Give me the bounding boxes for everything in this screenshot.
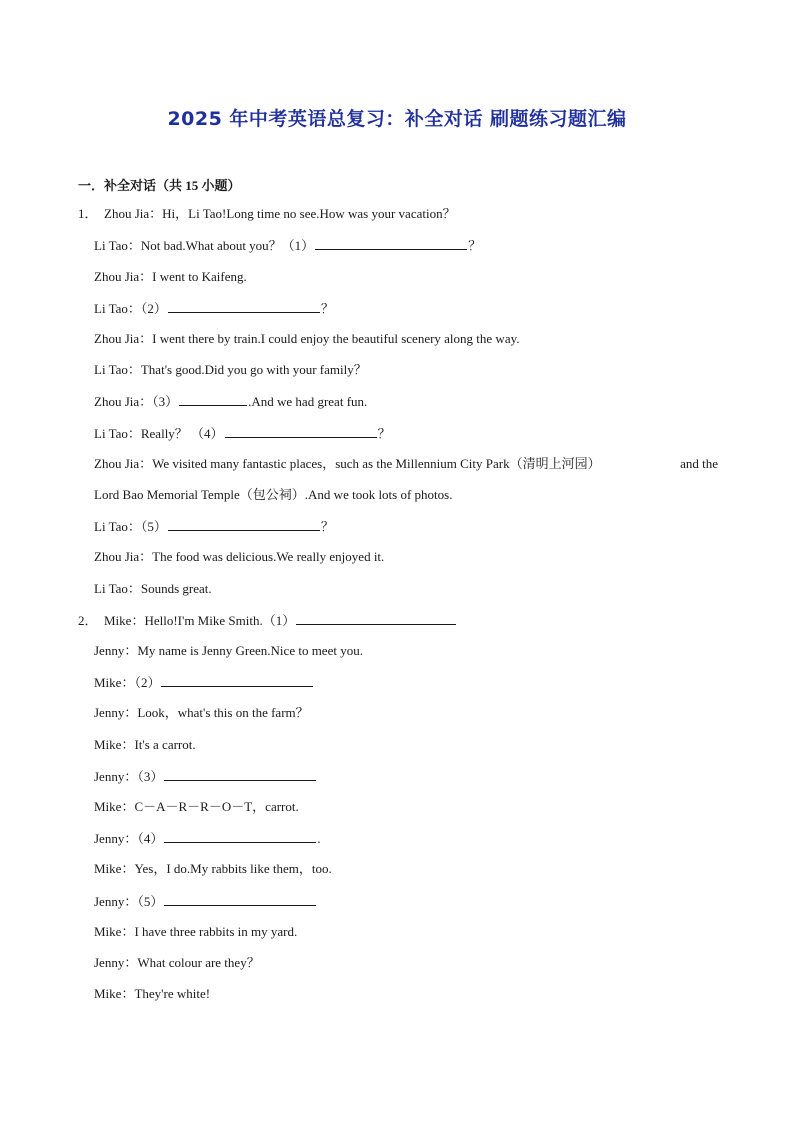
dialogue-line: Lord Bao Memorial Temple（包公祠）.And we took lots of photos. — [94, 487, 453, 502]
dialogue-line — [94, 299, 334, 318]
dialogue-line: Li Tao：Sounds great. — [94, 581, 212, 596]
dialogue-text: Zhou Jia：Hi，Li Tao!Long time no see.How was your vacation？ — [104, 206, 456, 221]
answer-blank[interactable] — [315, 236, 467, 250]
question-number: 1． — [78, 206, 98, 221]
dialogue-text: ？ — [320, 519, 334, 534]
page-title: 2025 年中考英语总复习：补全对话 刷题练习题汇编 — [167, 108, 627, 130]
dialogue-line: Li Tao：That's good.Did you go with your family？ — [94, 362, 367, 377]
dialogue-line: Jenny：Look，what's this on the farm？ — [94, 705, 309, 720]
dialogue-line — [94, 892, 317, 911]
dialogue-text: Jenny：（4） — [94, 831, 164, 846]
question-2-line — [78, 611, 457, 630]
dialogue-line: Mike：C－A－R－R－O－T，carrot. — [94, 799, 299, 814]
answer-blank[interactable] — [225, 424, 377, 438]
dialogue-text: and the — [680, 456, 718, 471]
dialogue-text: . — [317, 831, 321, 846]
answer-blank[interactable] — [164, 767, 316, 781]
answer-blank[interactable] — [161, 673, 313, 687]
dialogue-text: Zhou Jia：（3） — [94, 394, 179, 409]
dialogue-text: Li Tao：（5） — [94, 519, 167, 534]
dialogue-text: Li Tao：（2） — [94, 301, 167, 316]
dialogue-text: Mike：（2） — [94, 675, 161, 690]
answer-blank[interactable] — [296, 611, 456, 625]
dialogue-line: Zhou Jia：The food was delicious.We really enjoyed it. — [94, 549, 385, 564]
dialogue-line: Mike：I have three rabbits in my yard. — [94, 924, 298, 939]
dialogue-line: Mike：Yes，I do.My rabbits like them，too. — [94, 861, 332, 876]
dialogue-text: Li Tao：Not bad.What about you？（1） — [94, 238, 315, 253]
dialogue-text: Zhou Jia：We visited many fantastic places，such as the Millennium City Park（清明上河园） — [94, 456, 601, 471]
dialogue-line — [94, 424, 391, 443]
question-1-line — [78, 205, 456, 223]
answer-blank[interactable] — [164, 892, 316, 906]
dialogue-text: .And we had great fun. — [248, 394, 368, 409]
dialogue-line: Zhou Jia：I went there by train.I could enjoy the beautiful scenery along the way. — [94, 331, 520, 346]
dialogue-line — [94, 829, 321, 848]
dialogue-line: Mike：It's a carrot. — [94, 737, 196, 752]
dialogue-text: Mike：Hello!I'm Mike Smith.（1） — [104, 613, 296, 628]
dialogue-text: ？ — [468, 238, 482, 253]
answer-blank[interactable] — [179, 392, 247, 406]
dialogue-line: Jenny：What colour are they？ — [94, 955, 260, 970]
dialogue-line: Zhou Jia：I went to Kaifeng. — [94, 269, 247, 284]
dialogue-line — [94, 517, 334, 536]
dialogue-line — [94, 673, 314, 692]
dialogue-text: Li Tao：Really？ （4） — [94, 426, 224, 441]
dialogue-line: Jenny：My name is Jenny Green.Nice to meet you. — [94, 643, 363, 658]
dialogue-line — [94, 392, 367, 411]
dialogue-line — [94, 236, 481, 255]
answer-blank[interactable] — [168, 299, 320, 313]
dialogue-text: Jenny：（3） — [94, 769, 164, 784]
dialogue-line — [94, 767, 317, 786]
dialogue-line: Mike：They're white! — [94, 986, 211, 1001]
answer-blank[interactable] — [168, 517, 320, 531]
section-heading: 一．补全对话（共 15 小题） — [78, 178, 241, 193]
dialogue-text: ？ — [320, 301, 334, 316]
dialogue-line — [94, 455, 718, 473]
dialogue-text: ？ — [377, 426, 391, 441]
question-number: 2． — [78, 613, 98, 628]
dialogue-text: Jenny：（5） — [94, 894, 164, 909]
answer-blank[interactable] — [164, 829, 316, 843]
